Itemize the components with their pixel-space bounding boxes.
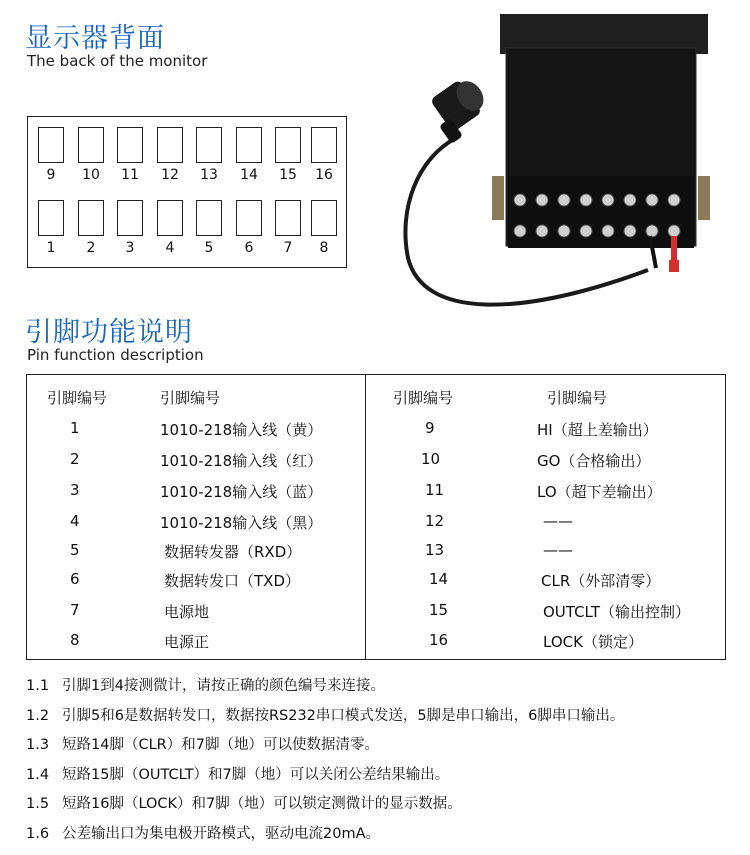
right-pin-function: GO（合格输出） [537, 452, 651, 470]
right-pin-number: 10 [421, 450, 441, 468]
left-pin-number: 4 [70, 512, 80, 530]
pin-slot: 9 [35, 127, 67, 183]
left-pin-number: 2 [70, 450, 80, 468]
left-pin-function: 电源正 [164, 633, 210, 651]
left-pin-function: 1010-218输入线（蓝） [160, 483, 323, 501]
left-pin-number: 3 [70, 481, 80, 499]
pins-section-subtitle: Pin function description [27, 346, 204, 364]
header-right-func: 引脚编号 [547, 389, 608, 407]
left-bracket [492, 176, 504, 220]
notes-list [26, 672, 746, 849]
table-divider [365, 375, 366, 659]
right-pin-function: —— [543, 512, 573, 530]
left-pin-function: 1010-218输入线（黄） [160, 421, 323, 439]
right-pin-function: HI（超上差输出） [537, 421, 658, 439]
left-pin-number: 1 [70, 419, 80, 437]
pin-slot: 14 [233, 127, 265, 183]
left-pin-function: 数据转发口（TXD） [164, 572, 300, 590]
note-item: 1.3 短路14脚（CLR）和7脚（地）可以使数据清零。 [26, 737, 379, 753]
left-pin-number: 7 [70, 601, 80, 619]
left-pin-number: 8 [70, 631, 80, 649]
pin-slot: 13 [193, 127, 225, 183]
header-left-func: 引脚编号 [160, 389, 221, 407]
right-pin-number: 11 [425, 481, 445, 499]
pin-diagram [27, 116, 347, 268]
right-pin-number: 13 [425, 541, 445, 559]
right-pin-function: LOCK（锁定） [543, 633, 643, 651]
pin-slot: 3 [114, 200, 146, 256]
left-pin-function: 数据转发器（RXD） [164, 543, 302, 561]
back-section-title: 显示器背面 [25, 23, 165, 54]
monitor-back-photo [398, 8, 728, 353]
note-item: 1.1 引脚1到4接测微计，请按正确的颜色编号来连接。 [26, 678, 385, 694]
left-pin-function: 1010-218输入线（红） [160, 452, 323, 470]
note-item: 1.2 引脚5和6是数据转发口，数据按RS232串口模式发送，5脚是串口输出，6脚串口输出。 [26, 707, 625, 724]
pins-section-title: 引脚功能说明 [25, 317, 193, 348]
right-pin-function: CLR（外部清零） [541, 572, 661, 590]
pin-slot: 12 [154, 127, 186, 183]
header-left-num: 引脚编号 [47, 389, 108, 407]
pin-function-table [26, 374, 726, 660]
left-pin-number: 5 [70, 541, 80, 559]
pin-slot: 1 [35, 200, 67, 256]
header-right-num: 引脚编号 [393, 389, 454, 407]
pin-slot: 11 [114, 127, 146, 183]
right-pin-function: OUTCLT（输出控制） [543, 603, 690, 621]
pin-slot: 6 [233, 200, 265, 256]
pin-slot: 8 [308, 200, 340, 256]
pin-slot: 15 [272, 127, 304, 183]
right-pin-function: LO（超下差输出） [537, 483, 662, 501]
right-bracket [698, 176, 710, 220]
right-pin-number: 12 [425, 512, 445, 530]
back-section-subtitle: The back of the monitor [27, 52, 208, 70]
pin-slot: 4 [154, 200, 186, 256]
note-item: 1.6 公差输出口为集电极开路模式，驱动电流20mA。 [26, 825, 380, 842]
right-pin-number: 9 [425, 419, 435, 437]
left-pin-number: 6 [70, 570, 80, 588]
right-pin-number: 14 [429, 570, 449, 588]
note-item: 1.5 短路16脚（LOCK）和7脚（地）可以锁定测微计的显示数据。 [26, 796, 462, 812]
right-pin-function: —— [543, 541, 573, 559]
left-pin-function: 1010-218输入线（黑） [160, 514, 323, 532]
pin-slot: 7 [272, 200, 304, 256]
left-pin-function: 电源地 [164, 603, 210, 621]
note-item: 1.4 短路15脚（OUTCLT）和7脚（地）可以关闭公差结果输出。 [26, 766, 450, 783]
pin-slot: 5 [193, 200, 225, 256]
terminal-block [508, 176, 694, 248]
right-pin-number: 15 [429, 601, 449, 619]
dc-plug [430, 76, 489, 144]
pin-slot: 10 [75, 127, 107, 183]
pin-slot: 16 [308, 127, 340, 183]
pin-slot: 2 [75, 200, 107, 256]
right-pin-number: 16 [429, 631, 449, 649]
